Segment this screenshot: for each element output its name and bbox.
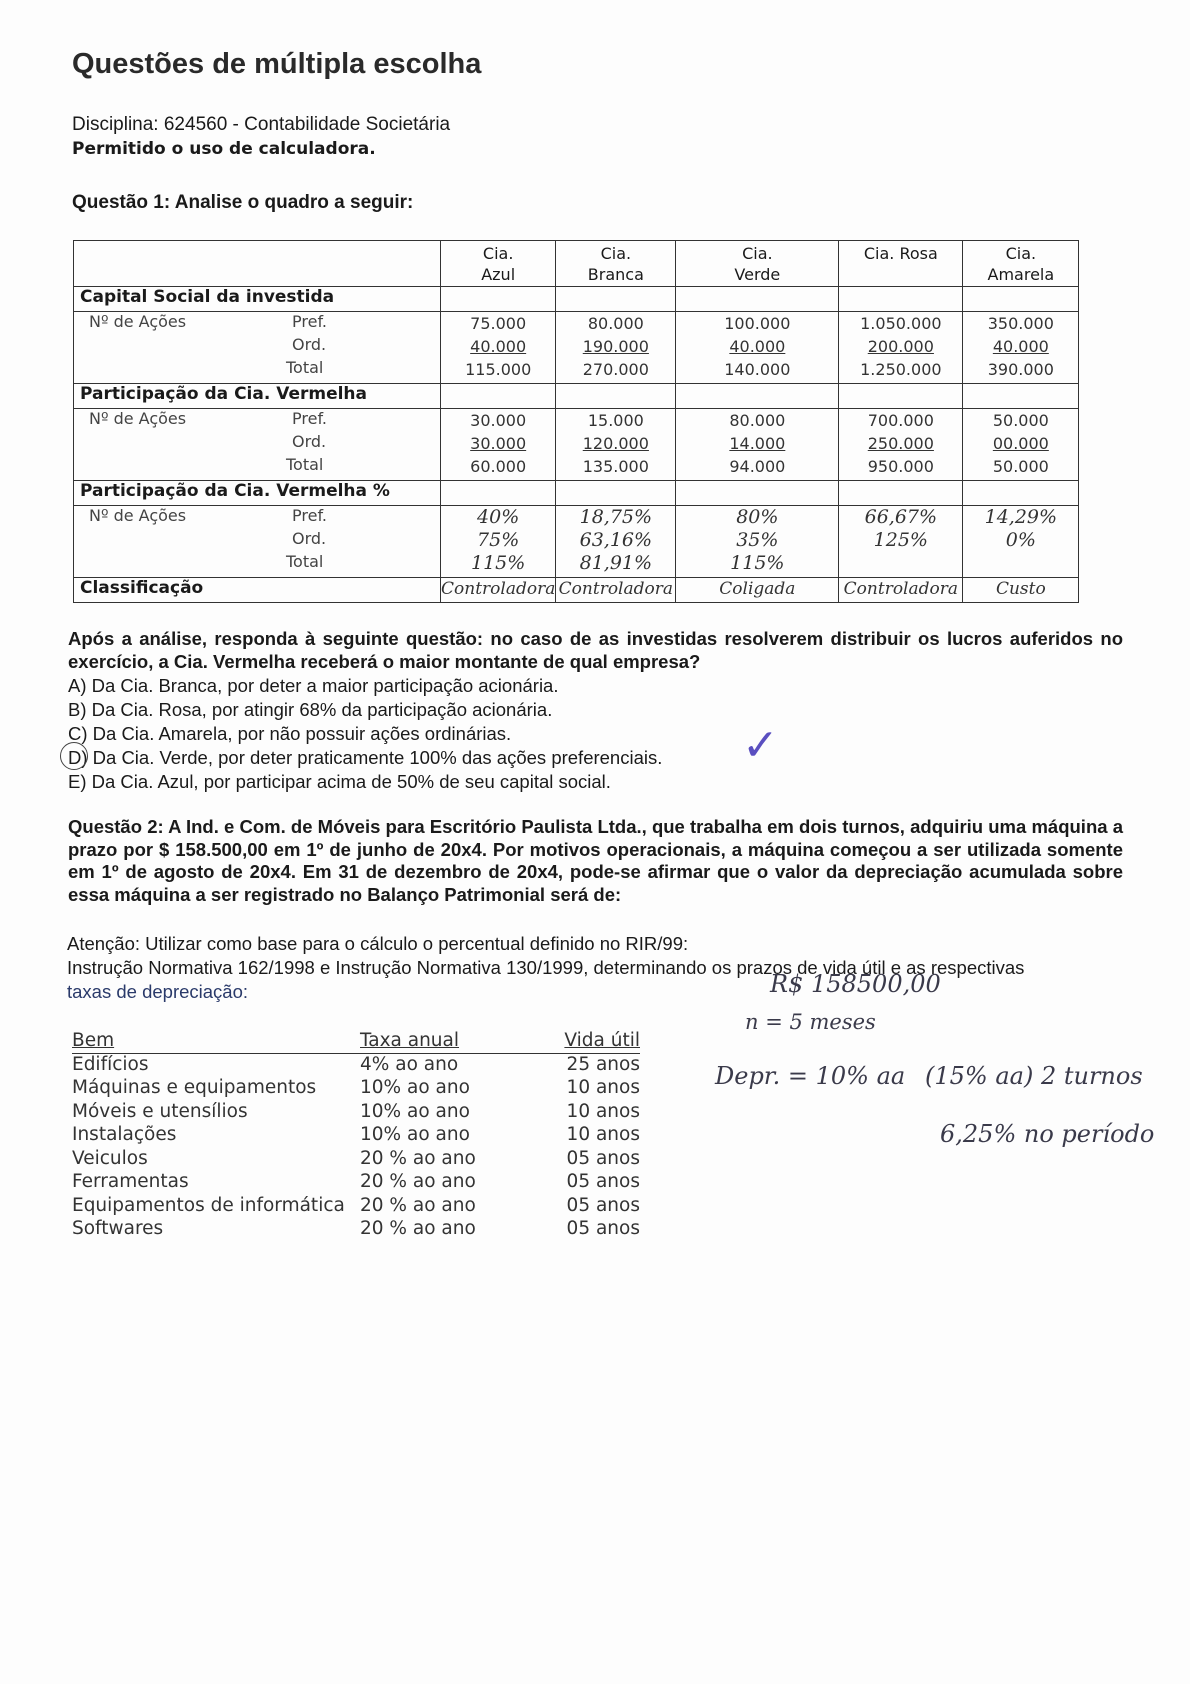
cell-capital: 350.000 40.000 390.000 xyxy=(963,312,1079,384)
dep-row xyxy=(72,1218,640,1242)
dep-row xyxy=(72,1171,640,1195)
option-e[interactable]: E) Da Cia. Azul, por participar acima de 50% de seu capital social. xyxy=(68,771,611,792)
dep-cell: 05 anos xyxy=(566,1171,640,1192)
dep-cell: 10 anos xyxy=(566,1077,640,1098)
row-labels xyxy=(74,506,441,578)
depreciation-table xyxy=(72,1030,640,1242)
classification-cell: Controladora xyxy=(556,578,676,603)
companies-table xyxy=(73,240,1079,603)
dep-row xyxy=(72,1054,640,1078)
col-verde: Cia. Verde xyxy=(676,241,839,287)
cell-participation: 50.000 00.000 50.000 xyxy=(963,409,1079,481)
dep-row xyxy=(72,1148,640,1172)
discipline: Disciplina: 624560 - Contabilidade Societária xyxy=(72,114,451,135)
note-months: n = 5 meses xyxy=(745,1010,876,1034)
ord-label: Ord. xyxy=(292,529,327,548)
dep-cell: 10% ao ano xyxy=(360,1124,470,1145)
calculator-note: Permitido o uso de calculadora. xyxy=(72,139,376,159)
option-a[interactable]: A) Da Cia. Branca, por deter a maior participação acionária. xyxy=(68,675,559,696)
col-branca: Cia. Branca xyxy=(556,241,676,287)
col-azul: Cia. Azul xyxy=(441,241,556,287)
page-title: Questões de múltipla escolha xyxy=(72,48,482,80)
row-labels xyxy=(74,312,441,384)
dep-cell: Móveis e utensílios xyxy=(72,1100,248,1122)
attention-line-3: taxas de depreciação: xyxy=(67,981,249,1002)
classification-cell: Controladora xyxy=(839,578,963,603)
cell-handwritten_pct: 80% 35% 115% xyxy=(676,506,839,578)
dep-cell: Ferramentas xyxy=(72,1171,189,1192)
row-labels xyxy=(74,409,441,481)
shares-label: Nº de Ações xyxy=(89,312,187,331)
question1-prompt: Após a análise, responda à seguinte questão: no caso de as investidas resolverem distribuir os lucros auferidos no exercício, a Cia. Vermelha receberá o maior montante de qual empresa? xyxy=(68,628,1123,672)
cell-capital: 1.050.000 200.000 1.250.000 xyxy=(839,312,963,384)
dep-cell: 25 anos xyxy=(566,1053,640,1075)
cell-capital: 100.000 40.000 140.000 xyxy=(676,312,839,384)
option-d[interactable]: D) Da Cia. Verde, por deter praticamente 100% das ações preferenciais. xyxy=(68,747,663,768)
answer-circle xyxy=(60,742,88,770)
question1-heading: Questão 1: Analise o quadro a seguir: xyxy=(72,192,414,213)
dep-cell: 20 % ao ano xyxy=(360,1218,476,1239)
dep-row xyxy=(72,1077,640,1101)
cell-handwritten_pct: 18,75% 63,16% 81,91% xyxy=(556,506,676,578)
cell-capital: 80.000 190.000 270.000 xyxy=(556,312,676,384)
shares-label: Nº de Ações xyxy=(89,409,187,428)
section-capital: Capital Social da investida xyxy=(74,287,441,312)
cell-capital: 75.000 40.000 115.000 xyxy=(441,312,556,384)
option-b[interactable]: B) Da Cia. Rosa, por atingir 68% da participação acionária. xyxy=(68,699,553,720)
dep-cell: 05 anos xyxy=(566,1218,640,1239)
dep-cell: Softwares xyxy=(72,1218,164,1239)
header-taxa: Taxa anual xyxy=(360,1030,460,1051)
header-bem: Bem xyxy=(72,1030,115,1051)
dep-cell: Máquinas e equipamentos xyxy=(72,1077,317,1098)
cell-handwritten_pct: 66,67% 125% xyxy=(839,506,963,578)
dep-cell: 05 anos xyxy=(566,1194,640,1216)
classification-cell: Coligada xyxy=(676,578,839,603)
dep-cell: 4% ao ano xyxy=(360,1053,459,1075)
dep-cell: 05 anos xyxy=(566,1147,640,1169)
cell-handwritten_pct: 40% 75% 115% xyxy=(441,506,556,578)
attention-line-2: Instrução Normativa 162/1998 e Instrução Normativa 130/1999, determinando os prazos de vida útil e as respectivas xyxy=(67,957,1025,978)
pref-label: Pref. xyxy=(292,506,327,525)
dep-cell: 20 % ao ano xyxy=(360,1194,476,1216)
dep-row xyxy=(72,1195,640,1219)
shares-label: Nº de Ações xyxy=(89,506,187,525)
dep-cell: 10% ao ano xyxy=(360,1077,470,1098)
dep-row xyxy=(72,1101,640,1125)
cell-participation: 15.000 120.000 135.000 xyxy=(556,409,676,481)
header-vida: Vida útil xyxy=(564,1030,640,1051)
option-c[interactable]: C) Da Cia. Amarela, por não possuir ações ordinárias. xyxy=(68,723,512,744)
dep-cell: Veiculos xyxy=(72,1147,148,1169)
classification-cell: Custo xyxy=(963,578,1079,603)
pref-label: Pref. xyxy=(292,312,327,331)
dep-cell: 10 anos xyxy=(566,1100,640,1122)
classification-label: Classificação xyxy=(74,578,441,603)
pref-label: Pref. xyxy=(292,409,327,428)
dep-cell: Edifícios xyxy=(72,1053,149,1075)
question2-text: Questão 2: A Ind. e Com. de Móveis para Escritório Paulista Ltda., que trabalha em dois turnos, adquiriu uma máquina a prazo por $ 158.500,00 em 1º de junho de 20x4. Por motivos operacionais, a máquina começou a ser utilizada somente em 1º de agosto de 20x4. Em 31 de dezembro de 20x4, pode-se afirmar que o valor da depreciação acumulada sobre essa máquina a ser registrado no Balanço Patrimonial será de: xyxy=(68,816,1123,905)
dep-cell: 10% ao ano xyxy=(360,1100,470,1122)
col-rosa: Cia. Rosa xyxy=(839,241,963,287)
note-period: 6,25% no período xyxy=(940,1120,1155,1148)
classification-cell: Controladora xyxy=(441,578,556,603)
section-participation-pct: Participação da Cia. Vermelha % xyxy=(74,481,441,506)
dep-cell: 10 anos xyxy=(566,1124,640,1145)
note-depr: Depr. = 10% aa xyxy=(715,1062,906,1090)
total-label: Total xyxy=(286,358,324,377)
section-participation: Participação da Cia. Vermelha xyxy=(74,384,441,409)
empty-header xyxy=(74,241,441,287)
dep-cell: 20 % ao ano xyxy=(360,1147,476,1169)
dep-cell: Equipamentos de informática xyxy=(72,1194,345,1216)
total-label: Total xyxy=(286,455,324,474)
attention-line-1: Atenção: Utilizar como base para o cálculo o percentual definido no RIR/99: xyxy=(67,933,689,954)
note-turns: (15% aa) 2 turnos xyxy=(925,1062,1143,1090)
cell-handwritten_pct: 14,29% 0% xyxy=(963,506,1079,578)
cell-participation: 700.000 250.000 950.000 xyxy=(839,409,963,481)
cell-participation: 80.000 14.000 94.000 xyxy=(676,409,839,481)
col-amarela: Cia. Amarela xyxy=(963,241,1079,287)
ord-label: Ord. xyxy=(292,432,327,451)
cell-participation: 30.000 30.000 60.000 xyxy=(441,409,556,481)
dep-row xyxy=(72,1124,640,1148)
ord-label: Ord. xyxy=(292,335,327,354)
check-mark-icon: ✓ xyxy=(742,721,779,770)
note-value: R$ 158500,00 xyxy=(770,970,941,998)
dep-cell: 20 % ao ano xyxy=(360,1171,476,1192)
dep-cell: Instalações xyxy=(72,1124,177,1145)
total-label: Total xyxy=(286,552,324,571)
